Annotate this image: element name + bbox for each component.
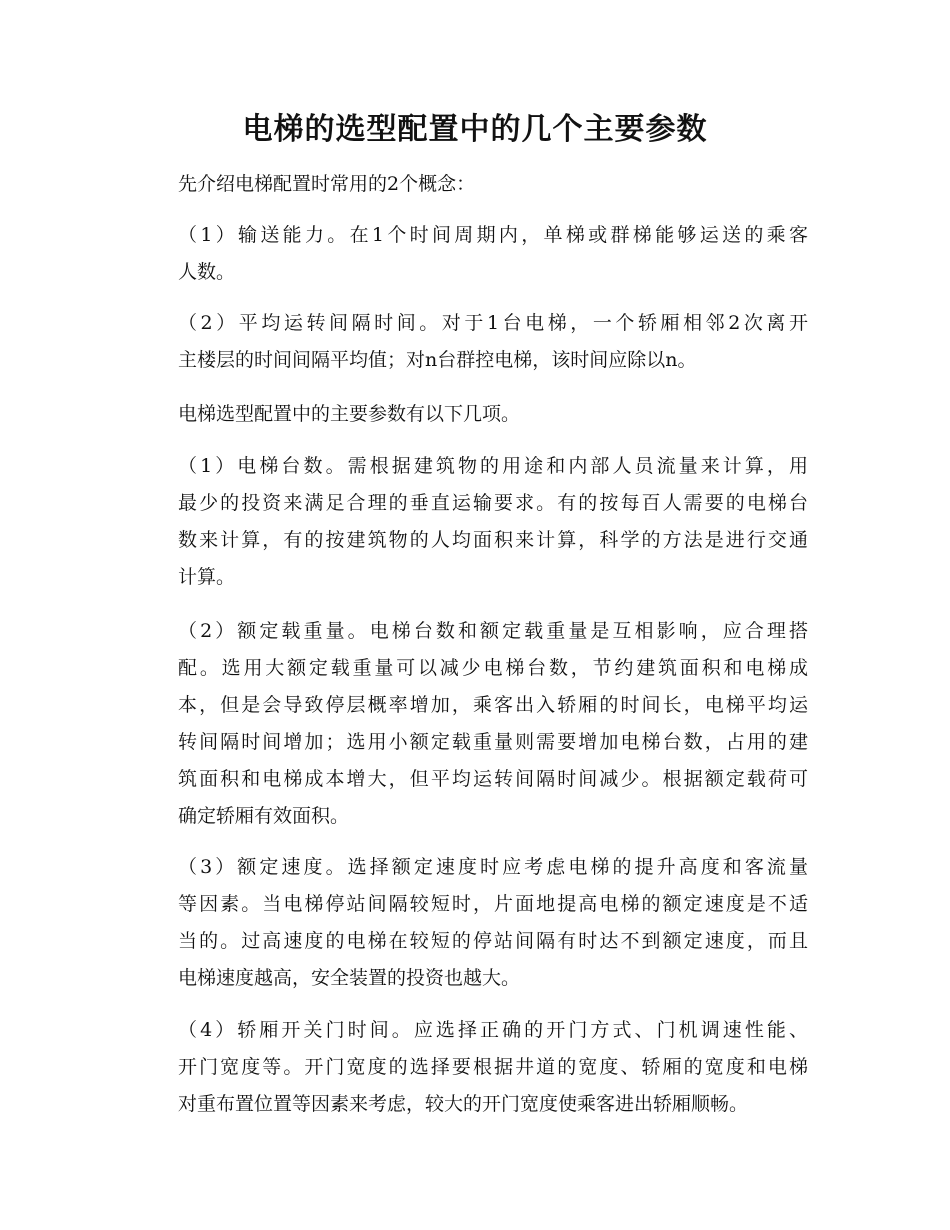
text-line: 主楼层的时间间隔平均值；对n台群控电梯，该时间应除以n。	[178, 349, 697, 371]
text-line: （3）额定速度。选择额定速度时应考虑电梯的提升高度和客流量	[178, 856, 808, 878]
text-line: 电梯选型配置中的主要参数有以下几项。	[178, 403, 521, 425]
text-line: 最少的投资来满足合理的垂直运输要求。有的按每百人需要的电梯台	[178, 492, 808, 514]
intro-paragraph	[140, 166, 808, 203]
param-rated-load-paragraph	[140, 613, 808, 835]
text-line: 人数。	[178, 261, 236, 283]
text-line: （4）轿厢开关门时间。应选择正确的开门方式、门机调速性能、	[178, 1019, 808, 1041]
text-line: 数来计算，有的按建筑物的人均面积来计算，科学的方法是进行交通	[178, 529, 808, 551]
text-line: （1）输送能力。在1个时间周期内，单梯或群梯能够运送的乘客	[178, 224, 808, 246]
text-line: 先介绍电梯配置时常用的2个概念：	[178, 173, 476, 195]
text-line: 转间隔时间增加；选用小额定载重量则需要增加电梯台数，占用的建	[178, 731, 808, 753]
text-line: （1）电梯台数。需根据建筑物的用途和内部人员流量来计算，用	[178, 455, 808, 477]
param-elevator-count-paragraph	[140, 448, 808, 596]
parameters-intro-paragraph	[140, 396, 808, 433]
text-line: 当的。过高速度的电梯在较短的停站间隔有时达不到额定速度，而且	[178, 930, 808, 952]
text-line: 配。选用大额定载重量可以减少电梯台数，节约建筑面积和电梯成	[178, 657, 808, 679]
concept-2-paragraph	[140, 305, 808, 379]
text-line: 等因素。当电梯停站间隔较短时，片面地提高电梯的额定速度是不适	[178, 893, 808, 915]
text-line: 计算。	[178, 566, 236, 588]
param-door-time-paragraph	[140, 1012, 808, 1123]
param-rated-speed-paragraph	[140, 849, 808, 997]
text-line: （2）额定载重量。电梯台数和额定载重量是互相影响，应合理搭	[178, 620, 808, 642]
text-line: 电梯速度越高，安全装置的投资也越大。	[178, 967, 521, 989]
page-title: 电梯的选型配置中的几个主要参数	[242, 112, 708, 147]
text-line: 开门宽度等。开门宽度的选择要根据井道的宽度、轿厢的宽度和电梯	[178, 1056, 808, 1078]
text-line: 筑面积和电梯成本增大，但平均运转间隔时间减少。根据额定载荷可	[178, 768, 808, 790]
text-line: （2）平均运转间隔时间。对于1台电梯，一个轿厢相邻2次离开	[178, 312, 808, 334]
concept-1-paragraph	[140, 217, 808, 291]
text-line: 本，但是会导致停层概率增加，乘客出入轿厢的时间长，电梯平均运	[178, 694, 808, 716]
text-line: 确定轿厢有效面积。	[178, 805, 350, 827]
text-line: 对重布置位置等因素来考虑，较大的开门宽度使乘客进出轿厢顺畅。	[178, 1093, 749, 1115]
